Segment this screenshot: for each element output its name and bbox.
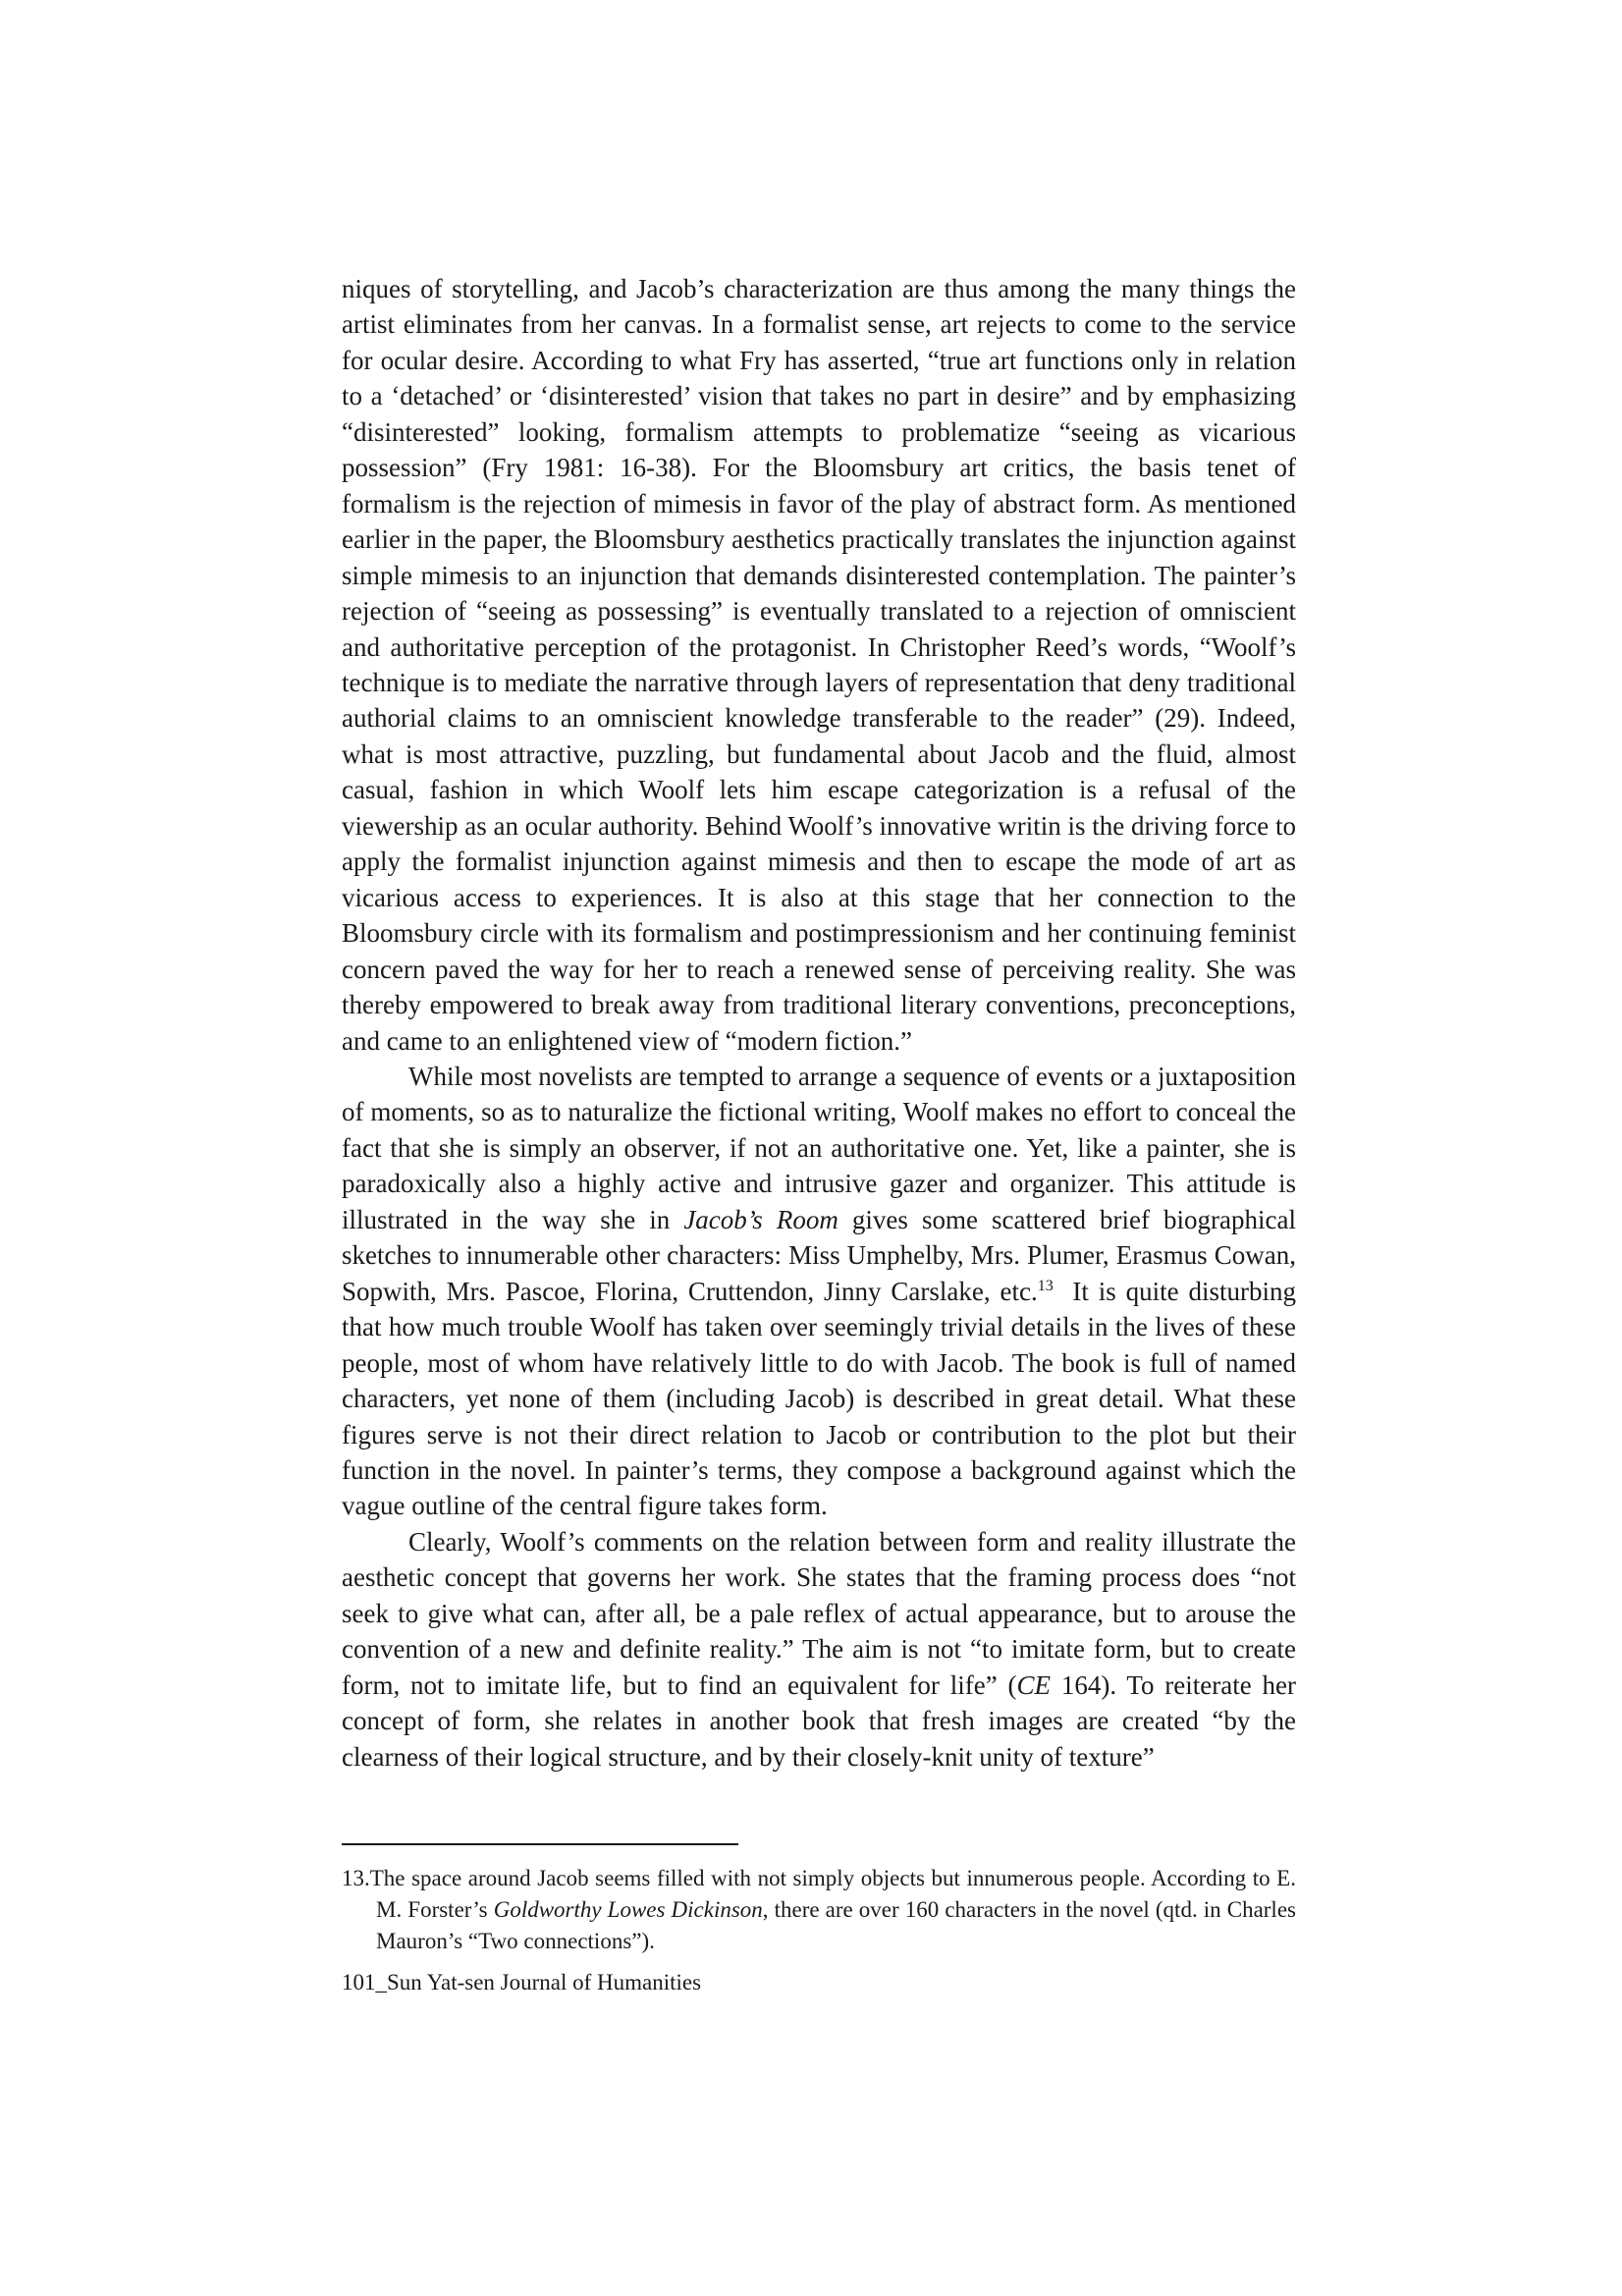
paragraph-2-text-c: It is quite disturbing that how much trouble Woolf has taken over seemingly trivial details in the lives of these people, most of whom have relatively little to do with Jacob. The book is full of named characters, yet none of them (including Jacob) is described in great detail. What these figures serve is not their direct relation to Jacob or contribution to the plot but their function in the novel. In painter’s terms, they compose a background against which the vague outline of the central figure takes form. xyxy=(342,1276,1303,1521)
paragraph-2-text-b: gives some scattered brief biographical sketches to innumerable other characters: Miss Umphelby, Mrs. Plumer, Erasmus Cowan, Sopwith, Mrs. Pascoe, Florina, Cruttendon, Jinny Carslake, etc. xyxy=(342,1204,1297,1306)
footnote-text-a: 13.The space around Jacob seems filled with not simply objects but innumerous people. According to E. M. Forster’s xyxy=(342,1866,1296,1922)
running-footer: 101_Sun Yat-sen Journal of Humanities xyxy=(342,1970,702,1995)
footnote-divider xyxy=(342,1843,738,1845)
paragraph-3 xyxy=(342,1524,1296,1775)
footnote-13 xyxy=(342,1863,1296,1957)
citation-ce: CE xyxy=(1016,1669,1052,1700)
paragraph-2 xyxy=(342,1059,1303,1524)
main-text xyxy=(342,271,1303,1775)
paragraph-3-text-a: Clearly, Woolf’s comments on the relation between form and reality illustrate the aesthetic concept that governs her work. She states that the framing process does “not seek to give what can, after all, be a pale reflex of actual appearance, but to arouse the convention of a new and definite reality.” The aim is not “to imitate form, but to create form, not to imitate life, but to find an equivalent for life” ( xyxy=(342,1526,1296,1700)
paragraph-2-text-a: While most novelists are tempted to arrange a sequence of events or a juxtaposition of moments, so as to naturalize the fictional writing, Woolf makes no effort to conceal the fact that she is simply an observer, if not an authoritative one. Yet, like a painter, she is paradoxically also a highly active and intrusive gazer and organizer. This attitude is illustrated in the way she in xyxy=(342,1061,1296,1234)
paragraph-3-text-b: 164). To reiterate her concept of form, she relates in another book that fresh images are created “by the clearness of their logical structure, and by their closely-knit unity of texture” xyxy=(342,1669,1297,1772)
paragraph-1-text: niques of storytelling, and Jacob’s characterization are thus among the many things the artist eliminates from her canvas. In a formalist sense, art rejects to come to the service for ocular desire. According to what Fry has asserted, “true art functions only in relation to a ‘detached’ or ‘disinterested’ vision that takes no part in desire” and by emphasizing “disinterested” looking, formalism attempts to problematize “seeing as vicarious possession” (Fry 1981: 16-38). For the Bloomsbury art critics, the basis tenet of formalism is the rejection of mimesis in favor of the play of abstract form. As mentioned earlier in the paper, the Bloomsbury aesthetics practically translates the injunction against simple mimesis to an injunction that demands disinterested contemplation. The painter’s rejection of “seeing as possessing” is eventually translated to a rejection of omniscient and authoritative perception of the protagonist. In Christopher Reed’s words, “Woolf’s technique is to mediate the narrative through layers of representation that deny traditional authorial claims to an omniscient knowledge transferable to the reader” (29). Indeed, what is most attractive, puzzling, but fundamental about Jacob and the fluid, almost casual, fashion in which Woolf lets him escape categorization is a refusal of the viewership as an ocular authority. Behind Woolf’s innovative writin is the driving force to apply the formalist injunction against mimesis and then to escape the mode of art as vicarious access to experiences. It is also at this stage that her connection to the Bloomsbury circle with its formalism and postimpressionism and her continuing feminist concern paved the way for her to reach a renewed sense of perceiving reality. She was thereby empowered to break away from traditional literary conventions, preconceptions, and came to an enlightened view of “modern fiction.” xyxy=(342,274,1296,1056)
footnote-book-title: Goldworthy Lowes Dickinson xyxy=(493,1897,763,1922)
paragraph-1 xyxy=(342,271,1296,1059)
footnote-text-b: , there are over 160 characters in the novel (qtd. in Charles Mauron’s “Two connections”). xyxy=(376,1897,1296,1953)
book-title-jacobs-room: Jacob’s Room xyxy=(683,1204,838,1234)
footnote-reference-13[interactable]: 13 xyxy=(1037,1277,1054,1294)
